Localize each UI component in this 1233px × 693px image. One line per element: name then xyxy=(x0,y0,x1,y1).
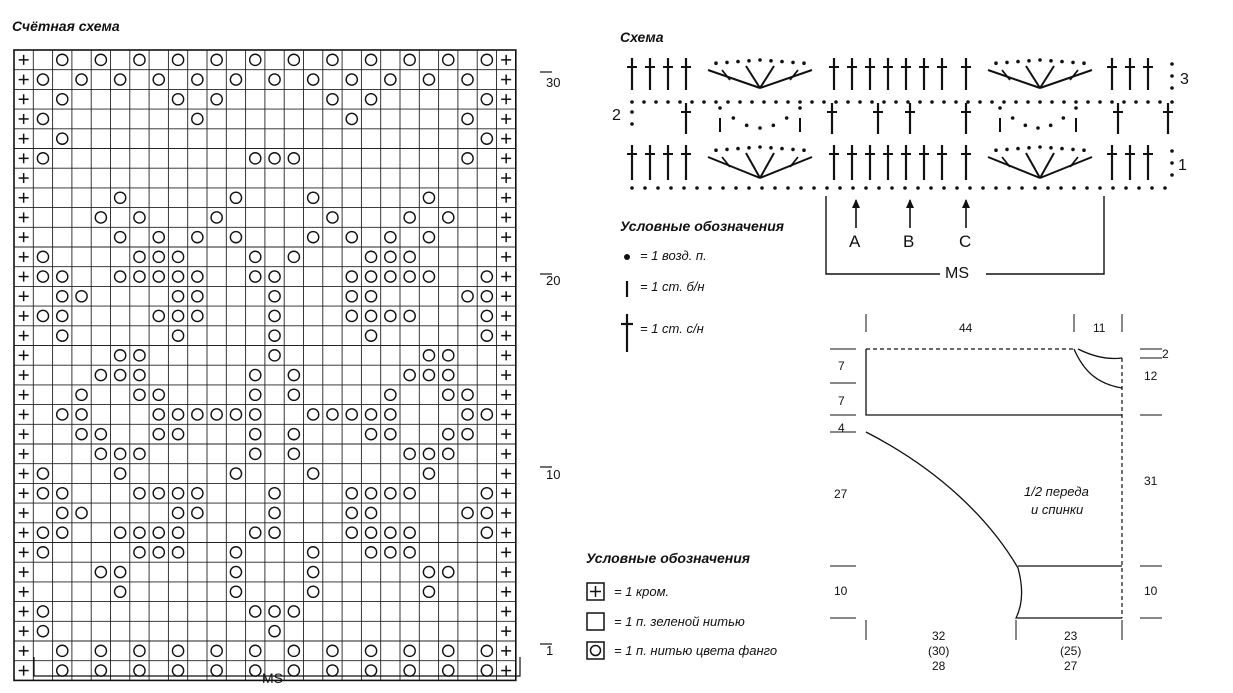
counted-chart-title: Счётная схема xyxy=(12,18,120,34)
knit-legend-fango-label: = 1 п. нитью цвета фанго xyxy=(614,643,778,658)
pattern-side-curve xyxy=(866,432,1122,618)
dim-bottom-left-2: (30) xyxy=(928,644,950,658)
dim-bottom-right-1: 23 xyxy=(1064,629,1078,643)
crochet-chart-title: Схема xyxy=(620,29,664,45)
dim-right-4: 10 xyxy=(1144,584,1158,598)
crochet-legend-title: Условные обозначения xyxy=(620,218,785,234)
marker-c: C xyxy=(959,232,972,251)
pattern-armhole-line xyxy=(866,349,1122,415)
dim-bottom-right-2: (25) xyxy=(1060,644,1082,658)
crochet-legend-sc-label: = 1 ст. б/н xyxy=(640,279,705,294)
row-number-10: 10 xyxy=(546,467,561,482)
marker-b: B xyxy=(903,232,915,251)
pattern-neckline-back xyxy=(1074,349,1122,388)
knit-legend-green-label: = 1 п. зеленой нитью xyxy=(614,614,745,629)
row-number-30: 30 xyxy=(546,75,561,90)
crochet-row-number-3: 3 xyxy=(1180,71,1189,88)
dim-top-width: 44 xyxy=(959,321,973,335)
dim-right-3: 31 xyxy=(1144,474,1158,488)
crochet-repeat-label: MS xyxy=(945,265,969,282)
crochet-legend-dc-label: = 1 ст. с/н xyxy=(640,321,704,336)
knit-legend-title: Условные обозначения xyxy=(586,550,751,566)
dim-left-3: 4 xyxy=(838,421,845,435)
crochet-legend-chain-label: = 1 возд. п. xyxy=(640,248,707,263)
pattern-label-line1: 1/2 переда xyxy=(1024,484,1089,499)
knit-legend-edge-label: = 1 кром. xyxy=(614,584,670,599)
dim-bottom-left-3: 28 xyxy=(932,659,946,673)
dim-right-2: 12 xyxy=(1144,369,1158,383)
dim-left-4: 27 xyxy=(834,487,848,501)
counted-chart-repeat-label: MS xyxy=(262,670,283,686)
dim-top-right: 11 xyxy=(1093,321,1106,335)
dim-left-1: 7 xyxy=(838,359,845,373)
pattern-label-line2: и спинки xyxy=(1031,502,1084,517)
crochet-row-number-2: 2 xyxy=(612,107,621,124)
dim-bottom-left-1: 32 xyxy=(932,629,946,643)
marker-a: A xyxy=(849,232,861,251)
crochet-row-number-1: 1 xyxy=(1178,157,1187,174)
dim-bottom-right-3: 27 xyxy=(1064,659,1078,673)
row-number-1: 1 xyxy=(546,643,554,658)
dim-right-1: 2 xyxy=(1162,347,1169,361)
dim-left-2: 7 xyxy=(838,394,845,408)
row-number-20: 20 xyxy=(546,273,561,288)
pattern-neckline-front xyxy=(1078,349,1122,359)
dim-left-5: 10 xyxy=(834,584,848,598)
